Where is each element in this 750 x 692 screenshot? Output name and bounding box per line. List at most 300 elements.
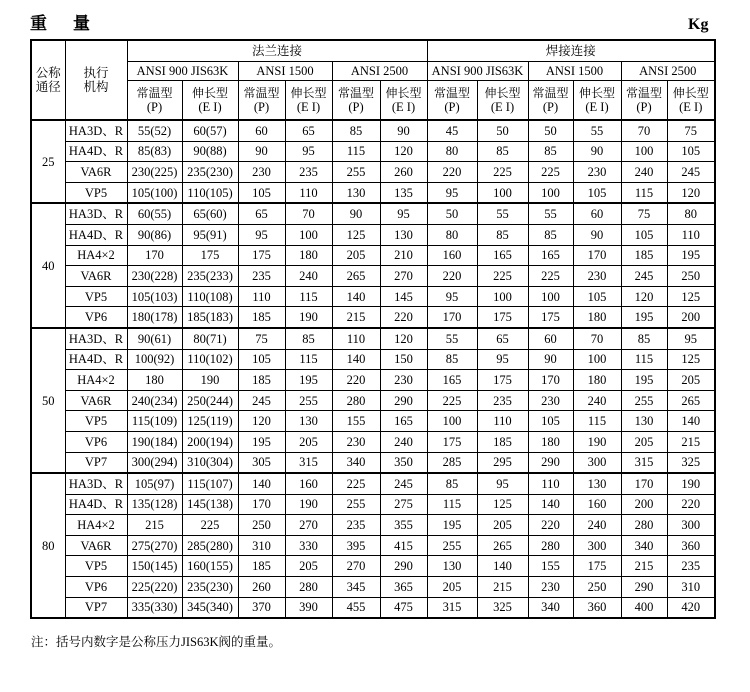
- weight-cell: 105: [573, 286, 621, 307]
- weight-cell: 205: [427, 577, 477, 598]
- weight-cell: 120: [380, 141, 427, 162]
- nominal-size-cell: 50: [31, 328, 65, 473]
- type-name: 常温型: [337, 86, 374, 100]
- table-row: [31, 411, 715, 432]
- weight-cell: 105(103): [127, 286, 182, 307]
- weight-cell: 220: [332, 370, 380, 391]
- table-row: [31, 515, 715, 536]
- weight-cell: 130: [380, 224, 427, 245]
- weight-cell: 285(280): [182, 535, 238, 556]
- table-row: [31, 535, 715, 556]
- weight-cell: 165: [427, 370, 477, 391]
- weight-cell: 240(234): [127, 390, 182, 411]
- weight-cell: 110: [285, 182, 332, 203]
- header-size-line1: 公称: [35, 65, 61, 80]
- table-row: [31, 431, 715, 452]
- weight-cell: 295: [477, 452, 528, 473]
- weight-cell: 55: [477, 203, 528, 224]
- weight-cell: 300: [573, 452, 621, 473]
- weight-cell: 95: [380, 203, 427, 224]
- weight-cell: 90: [380, 120, 427, 141]
- table-row: [31, 120, 715, 141]
- weight-cell: 100: [477, 182, 528, 203]
- weight-cell: 250(244): [182, 390, 238, 411]
- header-actuator: [65, 40, 127, 120]
- weight-cell: 65: [477, 328, 528, 349]
- actuator-cell: VP5: [65, 411, 127, 432]
- weight-cell: 90: [238, 141, 285, 162]
- actuator-cell: VP6: [65, 577, 127, 598]
- weight-cell: 230: [573, 162, 621, 183]
- actuator-cell: HA4D、R: [65, 141, 127, 162]
- header-actuator-line2: 机构: [83, 79, 109, 94]
- weight-cell: 190: [573, 431, 621, 452]
- weight-cell: 115(109): [127, 411, 182, 432]
- actuator-cell: HA4D、R: [65, 349, 127, 370]
- weight-cell: 125: [332, 224, 380, 245]
- table-row: [31, 577, 715, 598]
- weight-cell: 235: [667, 556, 715, 577]
- weight-cell: 50: [528, 120, 573, 141]
- weight-cell: 315: [427, 597, 477, 618]
- weight-cell: 250: [238, 515, 285, 536]
- weight-cell: 60: [528, 328, 573, 349]
- weight-cell: 85: [285, 328, 332, 349]
- unit-label: Kg: [688, 16, 709, 33]
- header-type-extended: [285, 81, 332, 121]
- weight-cell: 235: [477, 390, 528, 411]
- header-rating: ANSI 900 JIS63K: [427, 62, 528, 81]
- weight-cell: 265: [332, 266, 380, 287]
- weight-cell: 325: [667, 452, 715, 473]
- weight-cell: 95: [477, 473, 528, 494]
- type-name: 伸长型: [578, 86, 615, 100]
- weight-cell: 185: [621, 245, 667, 266]
- weight-cell: 175: [427, 431, 477, 452]
- weight-cell: 185: [477, 431, 528, 452]
- weight-cell: 80: [427, 141, 477, 162]
- type-code: (E I): [490, 100, 515, 114]
- weight-cell: 290: [380, 390, 427, 411]
- table-row: [31, 307, 715, 328]
- weight-cell: 350: [380, 452, 427, 473]
- weight-cell: 230(228): [127, 266, 182, 287]
- weight-cell: 455: [332, 597, 380, 618]
- weight-cell: 175: [477, 307, 528, 328]
- nominal-size-cell: 25: [31, 120, 65, 203]
- weight-cell: 185: [238, 307, 285, 328]
- nominal-size-cell: 40: [31, 203, 65, 328]
- weight-cell: 185: [238, 370, 285, 391]
- weight-cell: 70: [285, 203, 332, 224]
- actuator-cell: HA4D、R: [65, 494, 127, 515]
- weight-cell: 65: [285, 120, 332, 141]
- type-name: 常温型: [625, 86, 662, 100]
- header-type-extended: [477, 81, 528, 121]
- weight-cell: 245: [380, 473, 427, 494]
- weight-cell: 415: [380, 535, 427, 556]
- weight-cell: 135(128): [127, 494, 182, 515]
- weight-cell: 100: [528, 182, 573, 203]
- header-size-line2: 通径: [35, 79, 61, 94]
- weight-cell: 100: [477, 286, 528, 307]
- weight-cell: 90: [573, 141, 621, 162]
- weight-cell: 330: [285, 535, 332, 556]
- weight-cell: 170: [127, 245, 182, 266]
- table-row: [31, 182, 715, 203]
- actuator-cell: VA6R: [65, 162, 127, 183]
- weight-cell: 230: [380, 370, 427, 391]
- type-name: 伸长型: [290, 86, 327, 100]
- weight-cell: 240: [621, 162, 667, 183]
- weight-cell: 85: [427, 473, 477, 494]
- weight-cell: 115: [332, 141, 380, 162]
- weight-cell: 130: [573, 473, 621, 494]
- weight-cell: 160: [573, 494, 621, 515]
- weight-cell: 90(88): [182, 141, 238, 162]
- table-row: [31, 328, 715, 349]
- weight-cell: 205: [621, 431, 667, 452]
- actuator-cell: HA3D、R: [65, 328, 127, 349]
- weight-cell: 85: [528, 224, 573, 245]
- weight-cell: 175: [477, 370, 528, 391]
- type-name: 伸长型: [191, 86, 228, 100]
- weight-cell: 145(138): [182, 494, 238, 515]
- weight-cell: 315: [621, 452, 667, 473]
- weight-cell: 230: [573, 266, 621, 287]
- table-row: [31, 494, 715, 515]
- weight-cell: 190: [285, 307, 332, 328]
- weight-cell: 195: [427, 515, 477, 536]
- title-char-2: 量: [73, 14, 90, 34]
- weight-cell: 140: [528, 494, 573, 515]
- weight-cell: 100: [285, 224, 332, 245]
- type-code: (E I): [198, 100, 222, 114]
- weight-cell: 185: [238, 556, 285, 577]
- weight-cell: 420: [667, 597, 715, 618]
- weight-cell: 100(92): [127, 349, 182, 370]
- header-group-weld: 焊接连接: [427, 40, 715, 62]
- weight-cell: 280: [621, 515, 667, 536]
- weight-cell: 90: [528, 349, 573, 370]
- weight-cell: 195: [667, 245, 715, 266]
- weight-cell: 360: [573, 597, 621, 618]
- weight-cell: 140: [332, 286, 380, 307]
- weight-cell: 250: [573, 577, 621, 598]
- weight-cell: 140: [238, 473, 285, 494]
- weight-cell: 200: [621, 494, 667, 515]
- weight-cell: 115: [285, 286, 332, 307]
- weight-cell: 110(108): [182, 286, 238, 307]
- actuator-cell: HA4×2: [65, 245, 127, 266]
- actuator-cell: VP5: [65, 556, 127, 577]
- weight-cell: 260: [380, 162, 427, 183]
- weight-cell: 315: [285, 452, 332, 473]
- weight-cell: 190: [667, 473, 715, 494]
- table-row: [31, 141, 715, 162]
- weight-cell: 215: [127, 515, 182, 536]
- type-name: 伸长型: [385, 86, 422, 100]
- type-code: (E I): [391, 100, 416, 114]
- weight-cell: 115: [573, 411, 621, 432]
- weight-cell: 365: [380, 577, 427, 598]
- weight-cell: 120: [667, 182, 715, 203]
- type-name: 常温型: [243, 86, 280, 100]
- header-group-flange: 法兰连接: [127, 40, 427, 62]
- weight-cell: 190: [285, 494, 332, 515]
- weight-cell: 105: [667, 141, 715, 162]
- weight-cell: 75: [667, 120, 715, 141]
- weight-cell: 90(86): [127, 224, 182, 245]
- weight-cell: 175: [238, 245, 285, 266]
- type-code: (P): [636, 100, 652, 114]
- weight-cell: 225: [427, 390, 477, 411]
- actuator-cell: VP6: [65, 307, 127, 328]
- weight-cell: 225: [477, 162, 528, 183]
- header-rating: ANSI 2500: [332, 62, 427, 81]
- actuator-cell: HA4×2: [65, 515, 127, 536]
- weight-cell: 270: [380, 266, 427, 287]
- weight-cell: 110: [477, 411, 528, 432]
- header-type-normal: [427, 81, 477, 121]
- weight-cell: 85: [477, 224, 528, 245]
- weight-cell: 130: [621, 411, 667, 432]
- weight-cell: 335(330): [127, 597, 182, 618]
- weight-cell: 215: [477, 577, 528, 598]
- weight-cell: 95: [285, 141, 332, 162]
- weight-cell: 165: [477, 245, 528, 266]
- weight-cell: 230: [528, 577, 573, 598]
- weight-cell: 180: [573, 307, 621, 328]
- weight-cell: 220: [667, 494, 715, 515]
- weight-cell: 200(194): [182, 431, 238, 452]
- table-row: [31, 370, 715, 391]
- type-name: 常温型: [532, 86, 569, 100]
- weight-cell: 105: [621, 224, 667, 245]
- weight-cell: 270: [285, 515, 332, 536]
- header-actuator-line1: 执行: [83, 65, 109, 80]
- weight-cell: 85: [621, 328, 667, 349]
- weight-cell: 85: [332, 120, 380, 141]
- actuator-cell: VA6R: [65, 390, 127, 411]
- weight-cell: 175: [573, 556, 621, 577]
- weight-cell: 245: [238, 390, 285, 411]
- weight-cell: 105: [528, 411, 573, 432]
- weight-cell: 75: [621, 203, 667, 224]
- weight-cell: 340: [528, 597, 573, 618]
- header-type-normal: [127, 81, 182, 121]
- weight-cell: 110: [332, 328, 380, 349]
- weight-cell: 80(71): [182, 328, 238, 349]
- weight-cell: 85: [528, 141, 573, 162]
- table-row: [31, 452, 715, 473]
- header-rating: ANSI 1500: [528, 62, 621, 81]
- weight-cell: 310(304): [182, 452, 238, 473]
- type-name: 常温型: [433, 86, 470, 100]
- weight-cell: 235: [285, 162, 332, 183]
- weight-cell: 125: [477, 494, 528, 515]
- weight-cell: 240: [573, 390, 621, 411]
- weight-cell: 205: [332, 245, 380, 266]
- weight-cell: 70: [573, 328, 621, 349]
- header-type-extended: [380, 81, 427, 121]
- actuator-cell: VA6R: [65, 266, 127, 287]
- weight-cell: 125: [667, 286, 715, 307]
- type-code: (E I): [679, 100, 703, 114]
- weight-cell: 170: [238, 494, 285, 515]
- actuator-cell: VP6: [65, 431, 127, 452]
- weight-cell: 85(83): [127, 141, 182, 162]
- weight-cell: 235(233): [182, 266, 238, 287]
- weight-cell: 155: [528, 556, 573, 577]
- weight-cell: 240: [380, 431, 427, 452]
- weight-cell: 265: [477, 535, 528, 556]
- header-type-normal: [238, 81, 285, 121]
- weight-cell: 140: [332, 349, 380, 370]
- weight-cell: 220: [427, 266, 477, 287]
- table-row: [31, 390, 715, 411]
- weight-cell: 195: [238, 431, 285, 452]
- weight-cell: 225: [528, 162, 573, 183]
- weight-cell: 280: [528, 535, 573, 556]
- weight-cell: 255: [621, 390, 667, 411]
- table-row: [31, 266, 715, 287]
- weight-cell: 215: [332, 307, 380, 328]
- weight-cell: 160: [285, 473, 332, 494]
- weight-cell: 290: [528, 452, 573, 473]
- weight-cell: 300: [667, 515, 715, 536]
- weight-cell: 110(102): [182, 349, 238, 370]
- weight-cell: 170: [427, 307, 477, 328]
- header-type-normal: [621, 81, 667, 121]
- weight-cell: 95(91): [182, 224, 238, 245]
- weight-cell: 115: [285, 349, 332, 370]
- weight-cell: 95: [477, 349, 528, 370]
- weight-cell: 230: [238, 162, 285, 183]
- weight-cell: 95: [667, 328, 715, 349]
- weight-cell: 60(55): [127, 203, 182, 224]
- weight-cell: 110: [528, 473, 573, 494]
- weight-cell: 105(100): [127, 182, 182, 203]
- weight-cell: 180: [573, 370, 621, 391]
- weight-cell: 135: [380, 182, 427, 203]
- weight-cell: 170: [573, 245, 621, 266]
- weight-cell: 150: [380, 349, 427, 370]
- weight-cell: 270: [332, 556, 380, 577]
- actuator-cell: HA4×2: [65, 370, 127, 391]
- weight-cell: 110(105): [182, 182, 238, 203]
- weight-cell: 195: [621, 370, 667, 391]
- weight-cell: 140: [667, 411, 715, 432]
- weight-cell: 140: [477, 556, 528, 577]
- footnote: [31, 632, 281, 650]
- weight-cell: 95: [427, 286, 477, 307]
- nominal-size-cell: 80: [31, 473, 65, 618]
- weight-cell: 130: [427, 556, 477, 577]
- weight-cell: 180: [127, 370, 182, 391]
- weight-cell: 60: [573, 203, 621, 224]
- table-row: [31, 473, 715, 494]
- weight-cell: 120: [238, 411, 285, 432]
- weight-cell: 225(220): [127, 577, 182, 598]
- header-type-extended: [573, 81, 621, 121]
- weight-cell: 145: [380, 286, 427, 307]
- weight-cell: 240: [285, 266, 332, 287]
- weight-cell: 250: [667, 266, 715, 287]
- weight-cell: 235: [332, 515, 380, 536]
- weight-cell: 120: [380, 328, 427, 349]
- weight-cell: 225: [182, 515, 238, 536]
- weight-cell: 175: [182, 245, 238, 266]
- table-row: [31, 556, 715, 577]
- weight-cell: 100: [573, 349, 621, 370]
- weight-cell: 190(184): [127, 431, 182, 452]
- actuator-cell: VA6R: [65, 535, 127, 556]
- weight-cell: 125: [667, 349, 715, 370]
- actuator-cell: VP5: [65, 182, 127, 203]
- weight-cell: 220: [528, 515, 573, 536]
- weight-cell: 105(97): [127, 473, 182, 494]
- actuator-cell: VP7: [65, 597, 127, 618]
- weight-cell: 400: [621, 597, 667, 618]
- weight-cell: 50: [477, 120, 528, 141]
- weight-cell: 280: [285, 577, 332, 598]
- weight-cell: 280: [332, 390, 380, 411]
- header-rating: ANSI 900 JIS63K: [127, 62, 238, 81]
- header-rating: ANSI 1500: [238, 62, 332, 81]
- type-name: 伸长型: [672, 86, 709, 100]
- weight-cell: 230(225): [127, 162, 182, 183]
- type-name: 伸长型: [484, 86, 521, 100]
- weight-cell: 275(270): [127, 535, 182, 556]
- weight-cell: 55: [528, 203, 573, 224]
- header-type-normal: [528, 81, 573, 121]
- weight-cell: 165: [380, 411, 427, 432]
- weight-cell: 95: [427, 182, 477, 203]
- weight-cell: 75: [238, 328, 285, 349]
- type-name: 常温型: [136, 86, 173, 100]
- weight-cell: 205: [477, 515, 528, 536]
- weight-cell: 255: [427, 535, 477, 556]
- weight-cell: 55(52): [127, 120, 182, 141]
- type-code: (P): [444, 100, 460, 114]
- actuator-cell: HA3D、R: [65, 473, 127, 494]
- weight-cell: 165: [528, 245, 573, 266]
- weight-cell: 60(57): [182, 120, 238, 141]
- weight-cell: 150(145): [127, 556, 182, 577]
- weight-cell: 230: [332, 431, 380, 452]
- weight-cell: 130: [285, 411, 332, 432]
- table-row: [31, 286, 715, 307]
- weight-cell: 65: [238, 203, 285, 224]
- weight-cell: 115: [621, 349, 667, 370]
- table-row: [31, 203, 715, 224]
- weight-cell: 110: [667, 224, 715, 245]
- weight-cell: 275: [380, 494, 427, 515]
- weight-cell: 245: [667, 162, 715, 183]
- weight-cell: 255: [332, 162, 380, 183]
- weight-cell: 55: [573, 120, 621, 141]
- weight-cell: 100: [621, 141, 667, 162]
- actuator-cell: HA4D、R: [65, 224, 127, 245]
- weight-cell: 255: [332, 494, 380, 515]
- weight-cell: 115(107): [182, 473, 238, 494]
- weight-cell: 115: [621, 182, 667, 203]
- weight-cell: 345(340): [182, 597, 238, 618]
- weight-cell: 70: [621, 120, 667, 141]
- header-type-extended: [667, 81, 715, 121]
- weight-cell: 290: [380, 556, 427, 577]
